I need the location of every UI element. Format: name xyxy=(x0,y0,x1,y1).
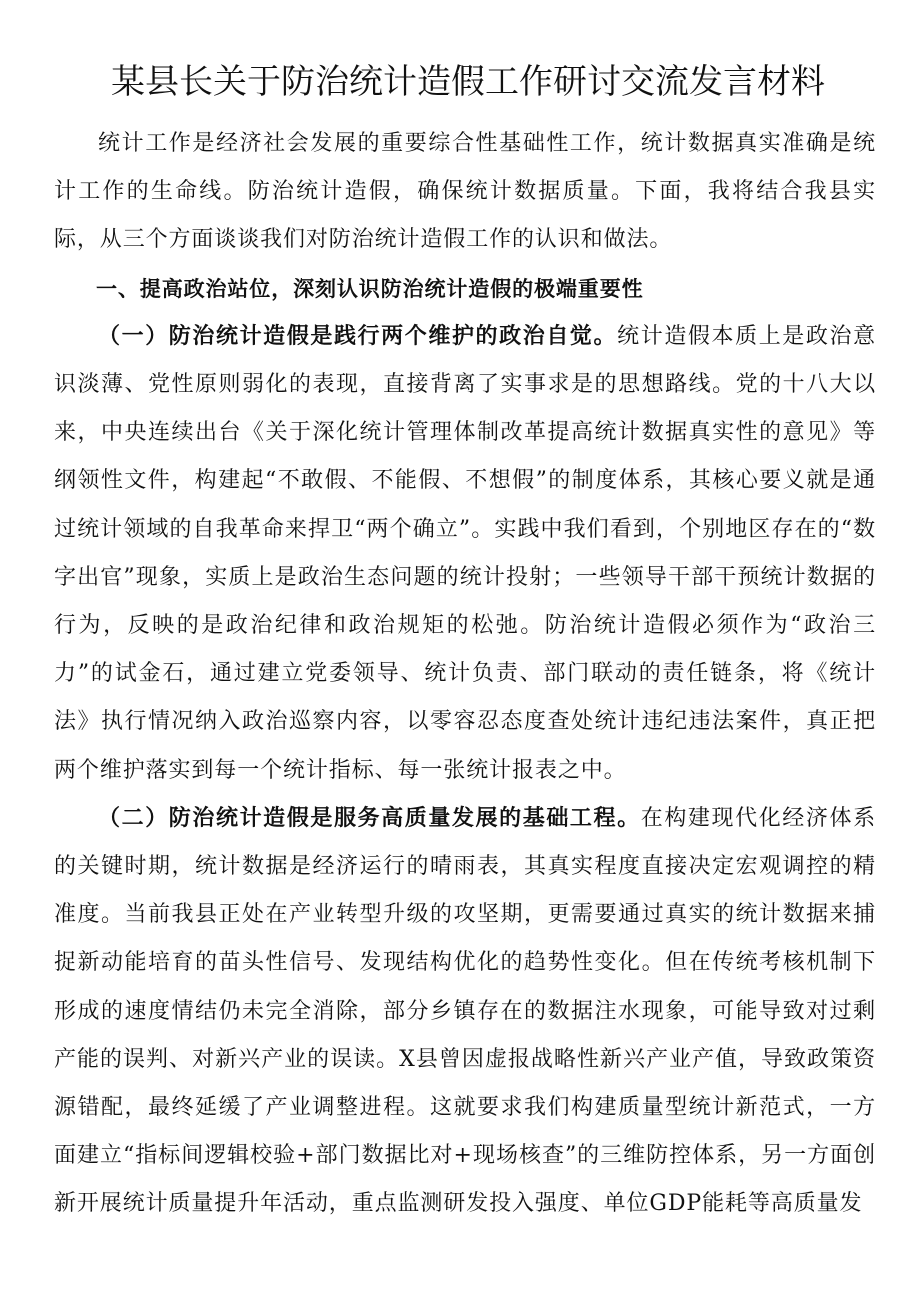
section-heading-1: 一、提高政治站位，深刻认识防治统计造假的极端重要性 xyxy=(96,276,644,301)
document-title: 某县长关于防治统计造假工作研讨交流发言材料 xyxy=(111,62,825,102)
point-1-body: 统计造假本质上是政治意识淡薄、党性原则弱化的表现，直接背离了实事求是的思想路线。党的十八大以来，中央连续出台《关于深化统计管理体制改革提高统计数据真实性的意见》等纲领性文件，构建起“不敢假、不能假、不想假”的制度体系，其核心要义就是通过统计领域的自我革命来捍卫“两个确立”。实践中我们看到，个别地区存在的“数字出官”现象，实质上是政治生态问题的统计投射；一些领导干部干预统计数据的行为，反映的是政治纪律和政治规矩的松弛。防治统计造假必须作为“政治三力”的试金石，通过建立党委领导、统计负责、部门联动的责任链条，将《统计法》执行情况纳入政治巡察内容，以零容忍态度查处统计违纪违法案件，真正把两个维护落实到每一个统计指标、每一张统计报表之中。 xyxy=(54,323,876,783)
point-1-paragraph xyxy=(54,313,876,795)
intro-paragraph: 统计工作是经济社会发展的重要综合性基础性工作，统计数据真实准确是统计工作的生命线。防治统计造假，确保统计数据质量。下面，我将结合我县实际，从三个方面谈谈我们对防治统计造假工作的认识和做法。 xyxy=(54,131,876,253)
point-2-body: 在构建现代化经济体系的关键时期，统计数据是经济运行的晴雨表，其真实程度直接决定宏观调控的精准度。当前我县正处在产业转型升级的攻坚期，更需要通过真实的统计数据来捕捉新动能培育的苗头性信号、发现结构优化的趋势性变化。但在传统考核机制下形成的速度情结仍未完全消除，部分乡镇存在的数据注水现象，可能导致对过剩产能的误判、对新兴产业的误读。X县曾因虚报战略性新兴产业产值，导致政策资源错配，最终延缓了产业调整进程。这就要求我们构建质量型统计新范式，一方面建立“指标间逻辑校验+部门数据比对+现场核查”的三维防控体系，另一方面创新开展统计质量提升年活动，重点监测研发投入强度、单位GDP能耗等高质量发 xyxy=(54,805,876,1217)
point-2-lead: （二）防治统计造假是服务高质量发展的基础工程。 xyxy=(98,805,641,831)
point-1-lead: （一）防治统计造假是践行两个维护的政治自觉。 xyxy=(98,323,618,349)
point-2-paragraph xyxy=(54,795,876,1229)
